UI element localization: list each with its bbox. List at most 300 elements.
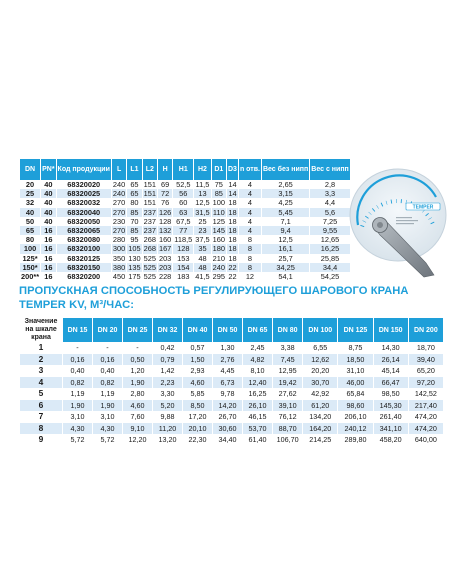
spec-cell: 145 (212, 226, 225, 236)
kv-cell: 6,55 (303, 342, 337, 354)
spec-cell: 100 (212, 198, 225, 208)
kv-cell: 45,14 (374, 365, 408, 377)
kv-cell: 18,70 (409, 342, 443, 354)
spec-cell: 105 (128, 244, 141, 254)
kv-cell: 3,30 (153, 388, 182, 400)
kv-header-cell: DN 150 (374, 318, 408, 342)
spec-cell: 16 (41, 226, 55, 235)
kv-cell: 61,40 (243, 434, 272, 446)
spec-cell: 8 (239, 244, 261, 253)
kv-table-header-row (20, 318, 443, 342)
kv-cell: 42,92 (303, 388, 337, 400)
kv-cell: 20,10 (183, 423, 212, 435)
kv-cell: 1,30 (213, 342, 242, 354)
spec-cell: 183 (173, 272, 193, 281)
kv-table-body (20, 342, 443, 446)
kv-cell: 0,50 (123, 354, 152, 366)
spec-cell: 11,5 (195, 180, 210, 189)
kv-cell: 65,84 (338, 388, 372, 400)
spec-cell: 110 (212, 207, 225, 217)
kv-cell: 39,10 (273, 400, 302, 412)
spec-cell: 5,45 (262, 208, 309, 217)
spec-cell: 52,5 (173, 180, 193, 189)
spec-header-cell: H1 (173, 159, 193, 180)
kv-cell: 12,95 (273, 365, 302, 377)
kv-cell: 4,60 (123, 400, 152, 412)
spec-cell: 40 (20, 208, 40, 217)
spec-cell: 16,25 (310, 244, 350, 253)
spec-table-row (20, 244, 350, 253)
spec-cell: 32 (20, 198, 40, 207)
kv-cell: 3,10 (63, 411, 92, 423)
spec-cell: 23 (194, 226, 210, 235)
spec-cell: 237 (143, 216, 156, 226)
spec-cell: 14 (228, 189, 237, 199)
spec-cell: 80 (20, 235, 40, 244)
kv-cell: 98,50 (374, 388, 408, 400)
spec-table (19, 159, 351, 281)
kv-cell: 11,20 (153, 423, 182, 435)
kv-cell: 3,38 (273, 342, 302, 354)
kv-cell: 134,20 (303, 411, 337, 423)
spec-table-row (20, 254, 350, 263)
spec-cell: 151 (143, 198, 156, 208)
spec-cell: 12,5 (195, 198, 210, 208)
kv-cell: 2,45 (243, 342, 272, 354)
kv-cell: 8,10 (243, 365, 272, 377)
spec-cell: 65 (127, 189, 141, 198)
kv-cell: 66,47 (374, 377, 408, 389)
kv-cell: 0,82 (63, 377, 92, 389)
spec-cell: 16 (41, 263, 55, 272)
kv-cell: 34,40 (213, 434, 242, 446)
spec-cell: 16 (41, 254, 55, 263)
spec-cell: 68320200 (57, 272, 111, 281)
kv-cell: 0,16 (63, 354, 92, 366)
kv-cell: 2,80 (123, 388, 152, 400)
spec-cell: 75 (212, 180, 226, 189)
kv-cell: 31,10 (338, 365, 372, 377)
spec-table-row (20, 189, 350, 198)
spec-cell: 67,5 (173, 217, 193, 226)
spec-cell: 18 (228, 207, 237, 217)
kv-scale-position: 2 (20, 354, 62, 366)
spec-header-cell: L (112, 159, 126, 180)
spec-cell: 72 (158, 189, 172, 198)
kv-cell: 341,10 (374, 423, 408, 435)
spec-cell: 25,7 (262, 254, 309, 263)
kv-cell: 30,60 (213, 423, 242, 435)
kv-cell: 46,00 (338, 377, 372, 389)
spec-cell: 4 (239, 180, 261, 189)
spec-cell: 25 (20, 189, 40, 198)
spec-cell: 130 (128, 253, 141, 263)
kv-header-cell: DN 40 (183, 318, 212, 342)
kv-cell: 14,20 (213, 400, 242, 412)
spec-cell: 160 (212, 235, 225, 245)
kv-cell: 17,20 (183, 411, 212, 423)
kv-cell: 1,90 (123, 377, 152, 389)
spec-cell: 40 (41, 189, 55, 198)
kv-cell: 142,52 (409, 388, 443, 400)
kv-header-cell: DN 200 (409, 318, 443, 342)
spec-cell: 18 (228, 226, 237, 236)
spec-cell: 203 (158, 253, 172, 263)
spec-cell: 4 (239, 189, 261, 198)
spec-cell: 18 (228, 216, 237, 226)
spec-cell: 18 (228, 244, 237, 254)
kv-header-cell: DN 80 (273, 318, 302, 342)
kv-table-row (20, 400, 443, 412)
kv-cell: 76,12 (273, 411, 302, 423)
spec-cell: 22 (228, 272, 237, 282)
spec-cell: 18 (228, 198, 237, 208)
spec-cell: 40 (41, 217, 55, 226)
spec-cell: 167 (158, 244, 172, 254)
spec-header-cell: Код продукции (57, 159, 111, 180)
spec-cell: 4 (239, 208, 261, 217)
spec-cell: 350 (112, 253, 126, 263)
spec-cell: 4 (239, 217, 261, 226)
spec-cell: 40 (41, 180, 55, 189)
spec-cell: 200** (21, 272, 40, 282)
spec-table-row (20, 272, 350, 281)
kv-table-row (20, 411, 443, 423)
spec-cell: 16 (41, 235, 55, 244)
kv-table-block (19, 318, 444, 446)
spec-cell: 118,5 (174, 235, 193, 245)
kv-cell: 65,20 (409, 365, 443, 377)
kv-cell: 2,93 (183, 365, 212, 377)
kv-cell: 19,42 (273, 377, 302, 389)
spec-cell: 7,1 (262, 217, 309, 226)
spec-table-row (20, 235, 350, 244)
kv-table-row (20, 365, 443, 377)
spec-cell: 151 (143, 189, 156, 199)
spec-cell: 68320125 (57, 254, 111, 263)
kv-cell: 4,30 (93, 423, 122, 435)
spec-cell: 4,25 (262, 198, 309, 207)
kv-cell: 61,20 (303, 400, 337, 412)
kv-scale-position: 6 (20, 400, 62, 412)
kv-cell: 7,60 (123, 411, 152, 423)
spec-cell: 85 (127, 208, 141, 217)
kv-cell: 640,00 (409, 434, 443, 446)
spec-cell: 2,65 (262, 180, 309, 189)
spec-cell: 95 (127, 235, 141, 244)
spec-table-body (20, 180, 350, 281)
spec-cell: 150* (20, 263, 40, 272)
spec-cell: 4 (239, 226, 261, 235)
kv-cell: 1,19 (63, 388, 92, 400)
kv-cell: 4,30 (63, 423, 92, 435)
kv-cell: 261,40 (374, 411, 408, 423)
kv-cell: 4,60 (183, 377, 212, 389)
valve-handle-screw (377, 222, 383, 228)
spec-cell: 16 (41, 272, 55, 281)
kv-table-row (20, 423, 443, 435)
spec-cell: 16,1 (262, 244, 309, 253)
kv-cell: 217,40 (409, 400, 443, 412)
spec-cell: 12,5 (262, 235, 309, 244)
kv-table (19, 318, 444, 446)
kv-cell: 474,20 (409, 411, 443, 423)
spec-cell: 12,65 (310, 235, 350, 244)
kv-scale-position: 9 (20, 434, 62, 446)
kv-cell: 13,20 (153, 434, 182, 446)
spec-header-cell: L2 (143, 159, 157, 180)
spec-cell: 70 (127, 217, 141, 226)
spec-cell: 525 (143, 253, 156, 263)
kv-cell: 12,62 (303, 354, 337, 366)
kv-cell: 0,57 (183, 342, 212, 354)
spec-header-cell: H (158, 159, 172, 180)
kv-cell: 8,50 (183, 400, 212, 412)
spec-cell: 31,5 (195, 207, 210, 217)
spec-cell: 125* (20, 254, 40, 263)
spec-table-row (20, 180, 350, 189)
spec-cell: 450 (112, 272, 126, 282)
kv-cell: 8,75 (338, 342, 372, 354)
spec-cell: 3,3 (310, 189, 350, 198)
kv-cell: 0,79 (153, 354, 182, 366)
kv-header-cell: DN 20 (93, 318, 122, 342)
kv-header-cell: DN 15 (63, 318, 92, 342)
spec-cell: 25,85 (310, 254, 350, 263)
kv-cell: 5,85 (183, 388, 212, 400)
spec-cell: 68320025 (57, 189, 111, 198)
spec-cell: 203 (158, 262, 172, 272)
spec-cell: 240 (212, 262, 225, 272)
spec-cell: 128 (173, 244, 193, 253)
kv-table-row (20, 388, 443, 400)
kv-cell: 26,14 (374, 354, 408, 366)
spec-cell: 4,4 (310, 198, 350, 207)
kv-scale-position: 8 (20, 423, 62, 435)
kv-cell: 240,12 (338, 423, 372, 435)
spec-cell: 25 (194, 217, 210, 226)
spec-table-row (20, 217, 350, 226)
spec-cell: 3,15 (262, 189, 309, 198)
spec-cell: 237 (143, 207, 156, 217)
spec-cell: 125 (212, 216, 225, 226)
spec-cell: 9,55 (310, 226, 350, 235)
kv-cell: 1,90 (63, 400, 92, 412)
dial-brand-label: TEMPER (412, 204, 434, 211)
spec-cell: 77 (173, 226, 193, 235)
kv-cell: 88,70 (273, 423, 302, 435)
spec-cell: 68320080 (57, 235, 111, 244)
spec-header-cell: L1 (127, 159, 141, 180)
spec-cell: 50 (20, 217, 40, 226)
kv-cell: 39,40 (409, 354, 443, 366)
spec-table-row (20, 263, 350, 272)
spec-cell: 69 (158, 180, 172, 189)
spec-cell: 13 (194, 189, 210, 198)
spec-cell: 7,25 (310, 217, 350, 226)
valve-dial-illustration (336, 163, 448, 283)
spec-table-header-row (20, 159, 350, 180)
kv-table-row (20, 342, 443, 354)
spec-cell: 180 (212, 244, 225, 254)
spec-cell: 237 (143, 226, 156, 236)
kv-cell: - (63, 342, 92, 354)
kv-scale-position: 4 (20, 377, 62, 389)
kv-cell: 12,20 (123, 434, 152, 446)
kv-cell: 106,70 (273, 434, 302, 446)
kv-header-cell: DN 50 (213, 318, 242, 342)
spec-cell: 54,25 (310, 272, 350, 281)
kv-header-cell: DN 125 (338, 318, 372, 342)
kv-scale-position: 1 (20, 342, 62, 354)
spec-cell: 34,4 (310, 263, 350, 272)
spec-cell: 270 (112, 226, 126, 236)
spec-cell: 380 (112, 262, 126, 272)
spec-cell: 230 (112, 216, 126, 226)
kv-cell: 2,76 (213, 354, 242, 366)
kv-cell: 0,40 (63, 365, 92, 377)
spec-cell: 37,5 (195, 235, 210, 245)
kv-cell: 9,88 (153, 411, 182, 423)
spec-cell: 80 (127, 198, 141, 207)
spec-header-cell: D1 (212, 159, 226, 180)
spec-cell: 8 (239, 254, 261, 263)
spec-cell: 68320100 (57, 244, 111, 253)
kv-cell: 7,45 (273, 354, 302, 366)
spec-cell: 175 (128, 272, 141, 282)
spec-table-row (20, 226, 350, 235)
kv-scale-position: 5 (20, 388, 62, 400)
spec-cell: 151 (143, 180, 156, 189)
spec-cell: 268 (143, 235, 156, 245)
spec-cell: 300 (112, 244, 126, 254)
kv-cell: 98,60 (338, 400, 372, 412)
spec-cell: 18 (228, 253, 237, 263)
spec-cell: 14 (228, 180, 237, 189)
kv-scale-position: 3 (20, 365, 62, 377)
spec-cell: 9,4 (262, 226, 309, 235)
kv-cell: 1,19 (93, 388, 122, 400)
kv-cell: 1,42 (153, 365, 182, 377)
kv-cell: 12,40 (243, 377, 272, 389)
spec-cell: 154 (173, 263, 193, 272)
spec-cell: 135 (128, 262, 141, 272)
spec-cell: 18 (228, 235, 237, 245)
spec-cell: 68320050 (57, 217, 111, 226)
spec-cell: 525 (143, 262, 156, 272)
kv-cell: 26,70 (213, 411, 242, 423)
kv-table-row (20, 434, 443, 446)
spec-cell: 12 (239, 272, 261, 281)
spec-cell: 35 (194, 244, 210, 253)
kv-table-row (20, 354, 443, 366)
spec-cell: 68320150 (57, 263, 111, 272)
spec-cell: 5,6 (310, 208, 350, 217)
kv-cell: 97,20 (409, 377, 443, 389)
kv-corner-label: Значение на шкале крана (20, 318, 62, 342)
spec-cell: 240 (112, 189, 126, 199)
spec-cell: 280 (112, 235, 126, 245)
spec-cell: 68320032 (57, 198, 111, 207)
kv-cell: 53,70 (243, 423, 272, 435)
kv-cell: 16,25 (243, 388, 272, 400)
spec-cell: 295 (212, 272, 225, 282)
kv-cell: 206,10 (338, 411, 372, 423)
kv-cell: 1,90 (93, 400, 122, 412)
kv-cell: 4,45 (213, 365, 242, 377)
kv-cell: 5,20 (153, 400, 182, 412)
kv-header-cell: DN 25 (123, 318, 152, 342)
kv-cell: 1,50 (183, 354, 212, 366)
kv-header-cell: DN 65 (243, 318, 272, 342)
kv-cell: 4,82 (243, 354, 272, 366)
kv-cell: 30,70 (303, 377, 337, 389)
kv-cell: 9,78 (213, 388, 242, 400)
spec-cell: 48 (194, 263, 210, 272)
spec-cell: 210 (212, 253, 225, 263)
spec-cell: 40 (41, 198, 55, 207)
spec-cell: 8 (239, 235, 261, 244)
kv-cell: 474,20 (409, 423, 443, 435)
kv-cell: 0,42 (153, 342, 182, 354)
spec-cell: 270 (112, 198, 126, 208)
kv-cell: 18,50 (338, 354, 372, 366)
spec-cell: 85 (212, 189, 226, 198)
spec-cell: 2,8 (310, 180, 350, 189)
spec-cell: 16 (41, 244, 55, 253)
spec-cell: 41,5 (195, 272, 210, 282)
kv-cell: - (123, 342, 152, 354)
kv-section-title: ПРОПУСКНАЯ СПОСОБНОСТЬ РЕГУЛИРУЮЩЕГО ШАРОВОГО КРАНА TEMPER KV, М³/ЧАС: (19, 285, 409, 311)
kv-header-cell: DN 32 (153, 318, 182, 342)
spec-cell: 48 (194, 254, 210, 263)
kv-cell: 214,25 (303, 434, 337, 446)
kv-cell: 289,80 (338, 434, 372, 446)
spec-header-cell: PN* (41, 159, 55, 180)
kv-cell: 14,30 (374, 342, 408, 354)
spec-cell: 22 (228, 262, 237, 272)
kv-cell: 164,20 (303, 423, 337, 435)
kv-cell: 145,30 (374, 400, 408, 412)
kv-cell: 46,15 (243, 411, 272, 423)
spec-header-cell: n отв. (239, 159, 261, 180)
spec-header-cell: D3 (227, 159, 238, 180)
kv-cell: 0,16 (93, 354, 122, 366)
spec-cell: 160 (158, 235, 172, 245)
kv-cell: 5,72 (93, 434, 122, 446)
kv-cell: 1,20 (123, 365, 152, 377)
kv-cell: - (93, 342, 122, 354)
spec-cell: 153 (173, 254, 193, 263)
spec-cell: 76 (158, 198, 172, 207)
spec-cell: 270 (112, 207, 126, 217)
kv-cell: 5,72 (63, 434, 92, 446)
spec-cell: 228 (158, 272, 172, 282)
spec-cell: 65 (20, 226, 40, 235)
spec-table-row (20, 198, 350, 207)
spec-cell: 63 (173, 208, 193, 217)
kv-cell: 20,20 (303, 365, 337, 377)
kv-table-row (20, 377, 443, 389)
kv-cell: 0,40 (93, 365, 122, 377)
spec-cell: 126 (158, 207, 172, 217)
spec-cell: 85 (127, 226, 141, 235)
spec-cell: 40 (41, 208, 55, 217)
spec-cell: 68320020 (57, 180, 111, 189)
kv-cell: 2,23 (153, 377, 182, 389)
spec-cell: 54,1 (262, 272, 309, 281)
kv-header-cell: DN 100 (303, 318, 337, 342)
